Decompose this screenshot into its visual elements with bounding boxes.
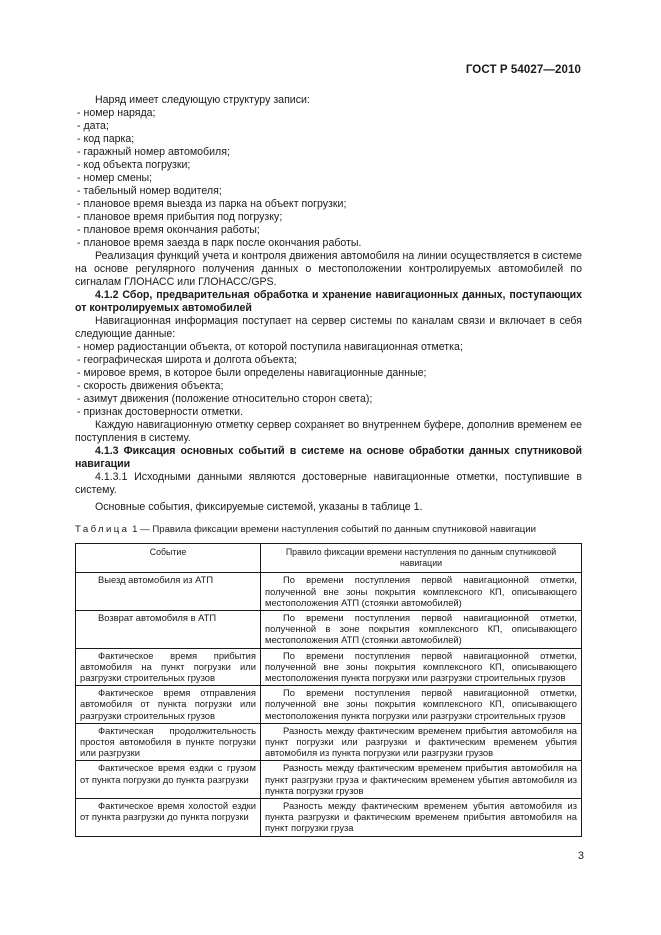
event-cell bbox=[76, 611, 261, 649]
rule-text: По времени поступления первой навигационной отметки, полученной вне зоны покрытия комплексного КП, описывающего местоположения АТП (стоянки автомобилей) bbox=[265, 574, 577, 608]
rule-text: Разность между фактическим временем прибытия автомобиля на пункт погрузки или разгрузки и фактическим временем убытия автомобиля из пункта погрузки или разгрузки грузов bbox=[265, 724, 577, 759]
event-cell bbox=[76, 573, 261, 611]
event-cell bbox=[76, 799, 261, 837]
section-heading-4-1-3: 4.1.3 Фиксация основных событий в системе на основе обработки данных спутниковой навигации bbox=[75, 445, 582, 470]
event-cell bbox=[76, 686, 261, 724]
list-item: - код объекта погрузки; bbox=[77, 159, 582, 172]
section-4-1-3-1-paragraph: 4.1.3.1 Исходными данными являются достоверные навигационные отметки, поступившие в систему. bbox=[75, 471, 582, 496]
table-row bbox=[76, 761, 582, 799]
section-4-1-3-paragraph: Основные события, фиксируемые системой, указаны в таблице 1. bbox=[95, 501, 423, 513]
list-item: - географическая широта и долгота объекта; bbox=[77, 354, 582, 367]
section-4-1-2-lead: Навигационная информация поступает на сервер системы по каналам связи и включает в себя следующие данные: bbox=[75, 315, 582, 340]
section-heading-4-1-2: 4.1.2 Сбор, предварительная обработка и хранение навигационных данных, поступающих от контролируемых автомобилей bbox=[75, 289, 582, 314]
intro-list bbox=[75, 107, 582, 250]
navigation-data-list bbox=[75, 341, 582, 419]
events-table bbox=[75, 543, 582, 837]
rule-text: По времени поступления первой навигационной отметки, полученной в зоне покрытия комплексного КП, описывающего местоположения АТП (стоянки автомобилей) bbox=[265, 612, 577, 646]
list-item: - плановое время заезда в парк после окончания работы. bbox=[77, 237, 582, 250]
table-row bbox=[76, 573, 582, 611]
rule-cell bbox=[261, 573, 582, 611]
list-item: - гаражный номер автомобиля; bbox=[77, 146, 582, 159]
event-text: Фактическое время холостой ездки от пункта разгрузки до пункта погрузки bbox=[80, 800, 256, 823]
rule-text: По времени поступления первой навигационной отметки, полученной вне зоны покрытия комплексного КП, описывающего местоположения пункта погрузки или разгрузки строительных грузов bbox=[265, 687, 577, 721]
rule-text: По времени поступления первой навигационной отметки, полученной вне зоны покрытия комплексного КП, описывающего местоположения пункта погрузки или разгрузки строительных грузов bbox=[265, 649, 577, 684]
intro-paragraph: Реализация функций учета и контроля движения автомобиля на линии осуществляется в системе на основе регулярного получения данных о местоположении контролируемых автомобилей по сигналам ГЛОНАСС или ГЛОНАСС/GPS. bbox=[75, 250, 582, 288]
list-item: - плановое время окончания работы; bbox=[77, 224, 582, 237]
list-item: - номер смены; bbox=[77, 172, 582, 185]
column-header-rule: Правило фиксации времени наступления по данным спутниковой навигации bbox=[261, 544, 582, 573]
rule-text: Разность между фактическим временем убытия автомобиля из пункта разгрузки и фактическим временем прибытия автомобиля на пункт погрузки груза bbox=[265, 800, 577, 834]
event-cell bbox=[76, 723, 261, 761]
rule-cell bbox=[261, 799, 582, 837]
event-cell bbox=[76, 648, 261, 686]
rule-cell bbox=[261, 723, 582, 761]
list-item: - табельный номер водителя; bbox=[77, 185, 582, 198]
table-row bbox=[76, 723, 582, 761]
rule-cell bbox=[261, 611, 582, 649]
table-row bbox=[76, 648, 582, 686]
event-cell bbox=[76, 761, 261, 799]
event-text: Фактическое время прибытия автомобиля на пункт погрузки или разгрузки строительных грузов bbox=[80, 649, 256, 684]
table-caption-label: Таблица bbox=[75, 524, 130, 535]
table-row bbox=[76, 799, 582, 837]
rule-cell bbox=[261, 761, 582, 799]
rule-text: Разность между фактическим временем прибытия автомобиля на пункт разгрузки груза и фактическим временем убытия автомобиля из пункта погрузки грузов bbox=[265, 762, 577, 796]
list-item: - скорость движения объекта; bbox=[77, 380, 582, 393]
list-item: - признак достоверности отметки. bbox=[77, 406, 582, 419]
page-number: 3 bbox=[577, 850, 584, 862]
event-text: Фактическое время отправления автомобиля от пункта погрузки или разгрузки строительных грузов bbox=[80, 687, 256, 721]
document-header: ГОСТ Р 54027—2010 bbox=[465, 64, 581, 76]
intro-lead: Наряд имеет следующую структуру записи: bbox=[95, 94, 310, 106]
page-body bbox=[75, 94, 582, 837]
event-text: Возврат автомобиля в АТП bbox=[98, 612, 217, 624]
table-caption bbox=[75, 523, 582, 536]
list-item: - плановое время выезда из парка на объект погрузки; bbox=[77, 198, 582, 211]
table-row bbox=[76, 686, 582, 724]
table-row bbox=[76, 611, 582, 649]
section-4-1-2-paragraph: Каждую навигационную отметку сервер сохраняет во внутреннем буфере, дополнив временем ее поступления в систему. bbox=[75, 419, 582, 444]
event-text: Фактическое время ездки с грузом от пункта погрузки до пункта разгрузки bbox=[80, 762, 256, 785]
event-text: Выезд автомобиля из АТП bbox=[98, 574, 214, 586]
list-item: - номер радиостанции объекта, от которой поступила навигационная отметка; bbox=[77, 341, 582, 354]
list-item: - дата; bbox=[77, 120, 582, 133]
column-header-event: Событие bbox=[76, 544, 261, 573]
list-item: - плановое время прибытия под погрузку; bbox=[77, 211, 582, 224]
list-item: - код парка; bbox=[77, 133, 582, 146]
list-item: - азимут движения (положение относительно сторон света); bbox=[77, 393, 582, 406]
rule-cell bbox=[261, 648, 582, 686]
event-text: Фактическая продолжительность простоя автомобиля в пункте погрузки или разгрузки bbox=[80, 724, 256, 759]
list-item: - номер наряда; bbox=[77, 107, 582, 120]
list-item: - мировое время, в которое были определены навигационные данные; bbox=[77, 367, 582, 380]
table-caption-text: 1 — Правила фиксации времени наступления событий по данным спутниковой навигации bbox=[132, 524, 536, 535]
rule-cell bbox=[261, 686, 582, 724]
table-header-row bbox=[76, 544, 582, 573]
